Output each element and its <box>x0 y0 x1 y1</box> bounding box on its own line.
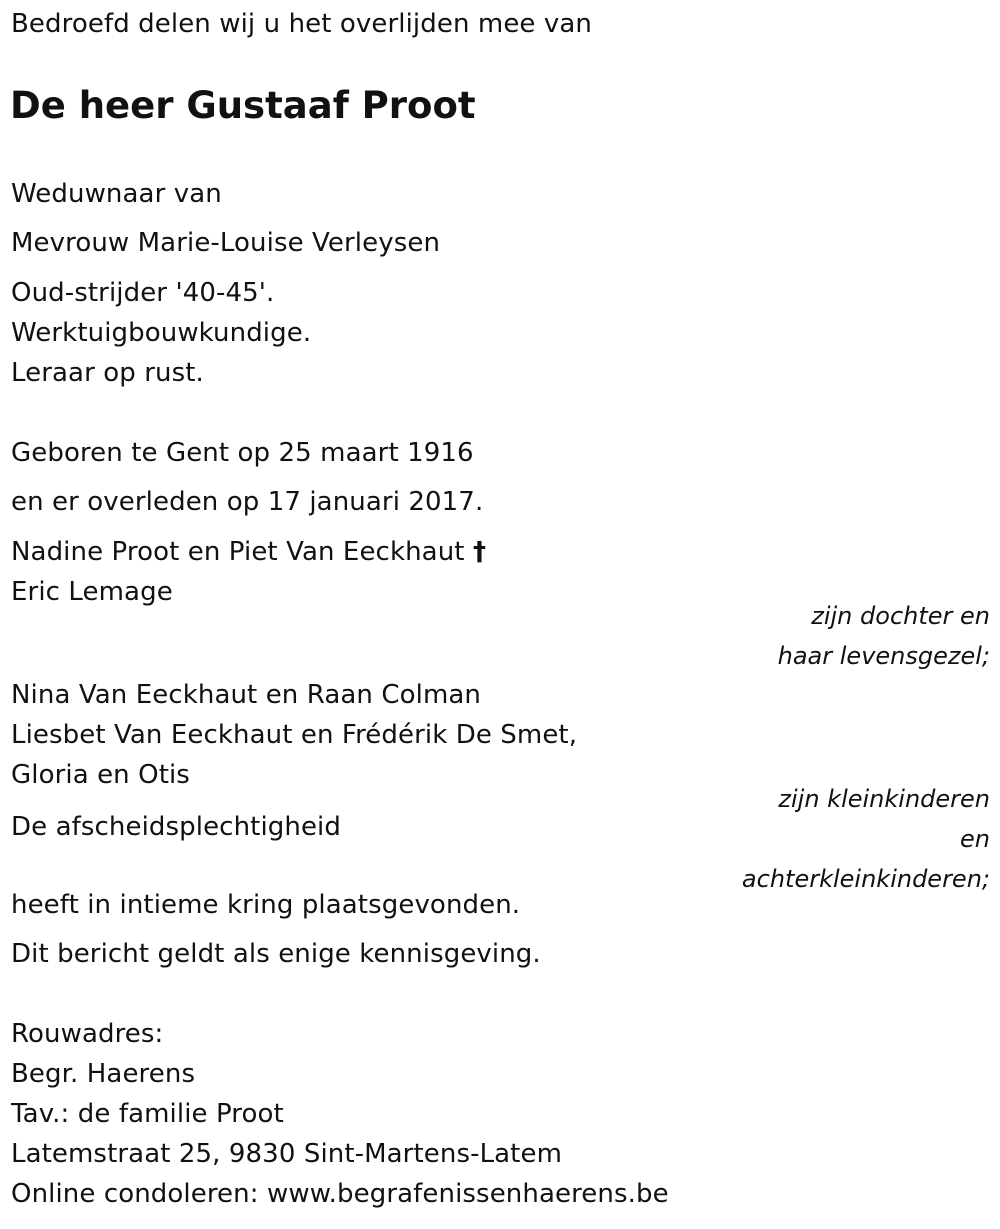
birth-line: Geboren te Gent op 25 maart 1916 <box>11 438 474 468</box>
ceremony-line: De afscheidsplechtigheid <box>11 812 341 842</box>
death-line: en er overleden op 17 januari 2017. <box>11 487 484 517</box>
address-line: Begr. Haerens <box>11 1059 196 1089</box>
bio-line: Leraar op rust. <box>11 358 204 388</box>
ceremony-line: Dit bericht geldt als enige kennisgeving. <box>11 939 541 969</box>
condolence-link[interactable]: Online condoleren: www.begrafenissenhaerens.be <box>11 1179 669 1209</box>
relation-label: zijn kleinkinderen <box>778 785 990 813</box>
family-names: Nadine Proot en Piet Van Eeckhaut <box>11 537 465 567</box>
cross-icon: † <box>472 537 487 567</box>
address-line: Rouwadres: <box>11 1019 164 1049</box>
grandchild-line: Gloria en Otis <box>11 760 190 790</box>
grandchild-line: Nina Van Eeckhaut en Raan Colman <box>11 680 481 710</box>
address-line: Latemstraat 25, 9830 Sint-Martens-Latem <box>11 1139 563 1169</box>
family-line <box>11 536 486 568</box>
relation-label: en <box>960 825 990 853</box>
grandchild-line: Liesbet Van Eeckhaut en Frédérik De Smet, <box>11 720 578 750</box>
relation-label: zijn dochter en <box>811 602 990 630</box>
bio-line: Oud-strijder '40-45'. <box>11 278 275 308</box>
relation-label: achterkleinkinderen; <box>741 865 990 893</box>
family-line: Eric Lemage <box>11 577 173 607</box>
deceased-name: De heer Gustaaf Proot <box>10 84 476 127</box>
relation-label: haar levensgezel; <box>777 642 990 670</box>
bio-line: Werktuigbouwkundige. <box>11 318 312 348</box>
ceremony-line: heeft in intieme kring plaatsgevonden. <box>11 890 521 920</box>
intro-text: Bedroefd delen wij u het overlijden mee van <box>11 9 592 39</box>
address-line: Tav.: de familie Proot <box>11 1099 284 1129</box>
spouse-name: Mevrouw Marie-Louise Verleysen <box>11 228 441 258</box>
widower-label: Weduwnaar van <box>11 179 222 209</box>
